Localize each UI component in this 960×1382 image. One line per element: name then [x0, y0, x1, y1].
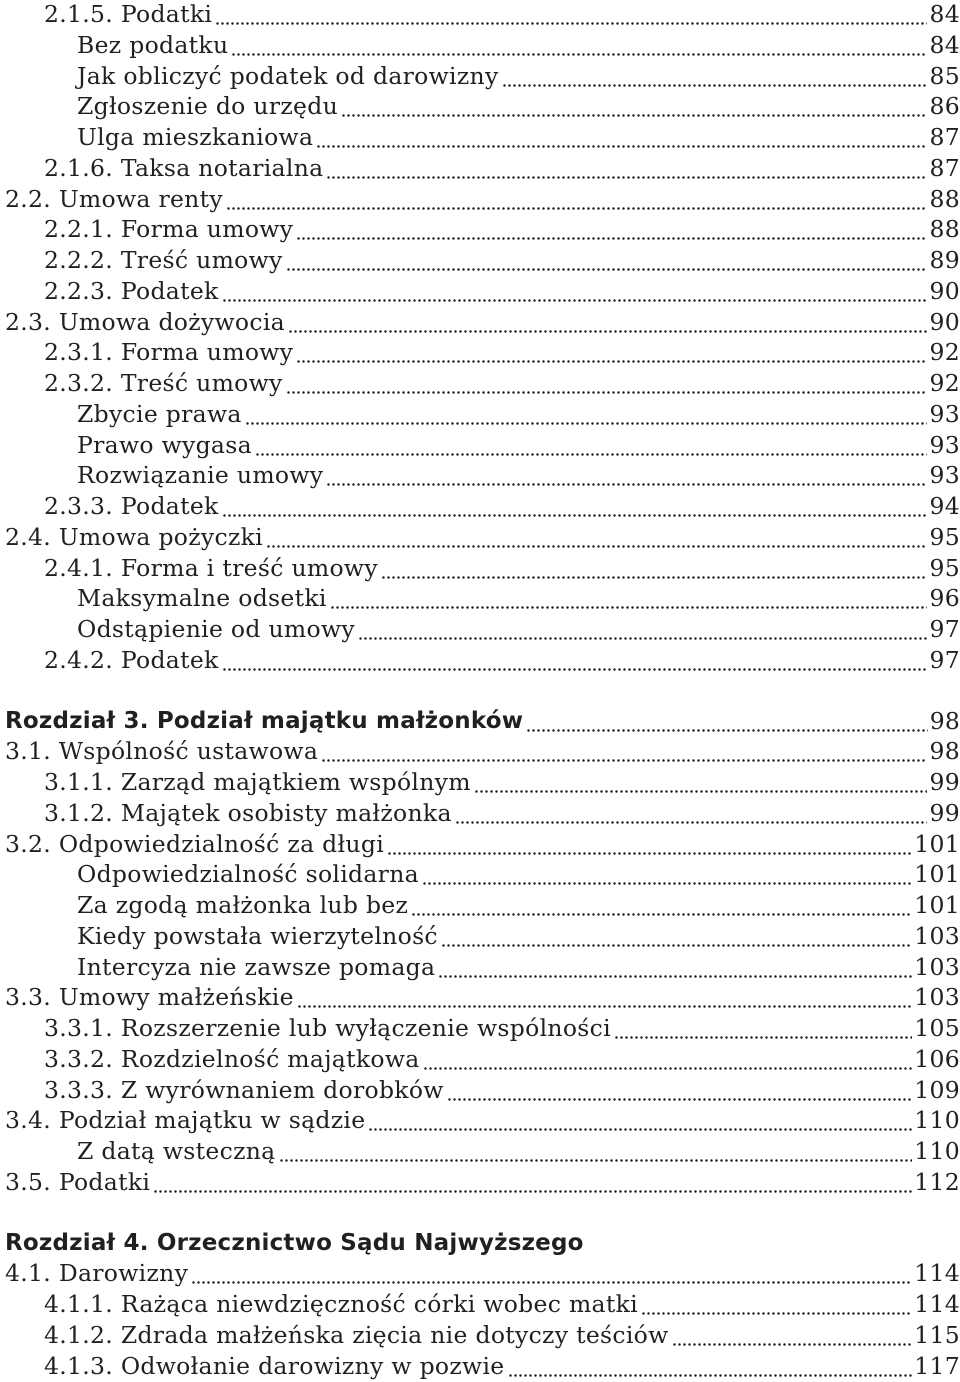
- toc-entry-page: 84: [929, 31, 960, 59]
- toc-entry: [0, 245, 960, 276]
- dot-leader: [411, 890, 912, 921]
- toc-entry-page: 95: [929, 554, 960, 582]
- toc-entry-page: 117: [914, 1352, 960, 1380]
- toc-entry-label: 3.3.2. Rozdzielność majątkowa: [44, 1045, 420, 1073]
- toc-entry-page: 92: [929, 369, 960, 397]
- dot-leader: [266, 522, 927, 553]
- toc-entry-page: 96: [929, 584, 960, 612]
- toc-entry-label: 2.2.2. Treść umowy: [44, 246, 283, 274]
- toc-entry-page: 106: [914, 1045, 960, 1073]
- toc-entry-page: 99: [929, 799, 960, 827]
- toc-entry-page: 90: [929, 308, 960, 336]
- toc-entry-label: Rozdział 3. Podział majątku małżonków: [5, 708, 524, 734]
- chapter-heading: [0, 1228, 960, 1259]
- toc-entry-page: 98: [929, 737, 960, 765]
- toc-entry-page: 103: [914, 983, 960, 1011]
- dot-leader: [447, 1075, 913, 1106]
- toc-entry-page: 93: [929, 431, 960, 459]
- dot-leader: [255, 430, 928, 461]
- dot-leader: [191, 1258, 912, 1289]
- toc-entry: [0, 430, 960, 461]
- toc-entry: [0, 91, 960, 122]
- toc-entry-label: Bez podatku: [77, 31, 229, 59]
- toc-entry: [0, 890, 960, 921]
- dot-leader: [231, 30, 927, 61]
- toc-entry-page: 90: [929, 277, 960, 305]
- toc-entry-label: 3.1.2. Majątek osobisty małżonka: [44, 799, 452, 827]
- toc-entry-label: 3.2. Odpowiedzialność za długi: [5, 830, 385, 858]
- dot-leader: [286, 245, 928, 276]
- dot-leader: [422, 859, 912, 890]
- dot-leader: [222, 645, 928, 676]
- dot-leader: [226, 184, 928, 215]
- dot-leader: [358, 614, 928, 645]
- dot-leader: [321, 736, 927, 767]
- dot-leader: [423, 1044, 913, 1075]
- toc-entry-label: 2.1.6. Taksa notarialna: [44, 154, 324, 182]
- toc-entry-page: 114: [914, 1290, 960, 1318]
- toc-entry-label: Zbycie prawa: [77, 400, 242, 428]
- toc-entry: [0, 921, 960, 952]
- dot-leader: [368, 1105, 912, 1136]
- dot-leader: [614, 1013, 912, 1044]
- toc-entry-label: 2.2. Umowa renty: [5, 185, 223, 213]
- dot-leader: [222, 276, 928, 307]
- toc-entry: [0, 184, 960, 215]
- dot-leader: [296, 214, 927, 245]
- toc-entry-page: 105: [914, 1014, 960, 1042]
- dot-leader: [387, 829, 912, 860]
- dot-leader: [441, 921, 912, 952]
- toc-entry-page: 99: [929, 768, 960, 796]
- toc-entry-label: Odstąpienie od umowy: [77, 615, 355, 643]
- toc-entry-page: 95: [929, 523, 960, 551]
- toc-entry: [0, 829, 960, 860]
- toc-entry-page: 89: [929, 246, 960, 274]
- toc-entry-label: 2.3.1. Forma umowy: [44, 338, 294, 366]
- toc-entry-label: 2.4.1. Forma i treść umowy: [44, 554, 378, 582]
- toc-entry-page: 93: [929, 461, 960, 489]
- dot-leader: [341, 91, 927, 122]
- toc-entry: [0, 276, 960, 307]
- toc-entry-page: 101: [914, 860, 960, 888]
- dot-leader: [222, 491, 928, 522]
- toc-entry-page: 87: [929, 154, 960, 182]
- toc-entry: [0, 30, 960, 61]
- toc-entry: [0, 337, 960, 368]
- dot-leader: [288, 307, 928, 338]
- toc-entry-label: Zgłoszenie do urzędu: [77, 92, 339, 120]
- toc-entry: [0, 859, 960, 890]
- dot-leader: [455, 798, 928, 829]
- toc-entry: [0, 952, 960, 983]
- toc-entry: [0, 982, 960, 1013]
- toc-entry: [0, 61, 960, 92]
- dot-leader: [474, 767, 928, 798]
- toc-entry: [0, 1258, 960, 1289]
- toc-entry: [0, 1289, 960, 1320]
- toc-entry-page: 103: [914, 922, 960, 950]
- dot-leader: [330, 583, 928, 614]
- toc-entry: [0, 1044, 960, 1075]
- toc-entry-label: Intercyza nie zawsze pomaga: [77, 953, 436, 981]
- toc-entry: [0, 491, 960, 522]
- toc-entry-page: 88: [929, 185, 960, 213]
- dot-leader: [672, 1320, 913, 1351]
- toc-entry-label: 4.1.2. Zdrada małżeńska zięcia nie dotyczy teściów: [44, 1321, 669, 1349]
- toc-entry-label: 3.3.3. Z wyrównaniem dorobków: [44, 1076, 444, 1104]
- toc-entry-page: 97: [929, 646, 960, 674]
- toc-entry-label: 2.2.3. Podatek: [44, 277, 219, 305]
- toc-entry-label: 2.4. Umowa pożyczki: [5, 523, 263, 551]
- toc-entry-label: Rozwiązanie umowy: [77, 461, 324, 489]
- toc-entry-label: 3.3.1. Rozszerzenie lub wyłączenie wspólności: [44, 1014, 611, 1042]
- toc-entry-label: 3.5. Podatki: [5, 1168, 151, 1196]
- toc-entry-label: 2.4.2. Podatek: [44, 646, 219, 674]
- toc-entry-page: 84: [929, 0, 960, 28]
- toc-entry-label: Ulga mieszkaniowa: [77, 123, 314, 151]
- toc-entry: [0, 368, 960, 399]
- toc-entry: [0, 1136, 960, 1167]
- chapter-heading: [0, 706, 960, 737]
- toc-entry: [0, 460, 960, 491]
- toc-entry-label: Rozdział 4. Orzecznictwo Sądu Najwyższego: [5, 1230, 584, 1256]
- toc-entry-page: 101: [914, 891, 960, 919]
- toc-entry: [0, 614, 960, 645]
- toc-entry: [0, 583, 960, 614]
- toc-entry-label: 2.2.1. Forma umowy: [44, 215, 294, 243]
- toc-entry: [0, 153, 960, 184]
- toc-entry-label: Prawo wygasa: [77, 431, 252, 459]
- toc-entry: [0, 736, 960, 767]
- toc-entry-page: 109: [914, 1076, 960, 1104]
- dot-leader: [215, 0, 927, 30]
- dot-leader: [286, 368, 928, 399]
- toc-entry-page: 93: [929, 400, 960, 428]
- dot-leader: [297, 982, 912, 1013]
- dot-leader: [316, 122, 927, 153]
- toc-entry-label: 3.3. Umowy małżeńskie: [5, 983, 294, 1011]
- dot-leader: [279, 1136, 913, 1167]
- toc-entry-page: 114: [914, 1259, 960, 1287]
- dot-leader: [526, 706, 928, 737]
- toc-entry-page: 103: [914, 953, 960, 981]
- dot-leader: [326, 153, 927, 184]
- toc-entry-label: Jak obliczyć podatek od darowizny: [77, 62, 499, 90]
- toc-entry: [0, 767, 960, 798]
- toc-entry: [0, 798, 960, 829]
- dot-leader: [641, 1289, 912, 1320]
- toc-entry-label: 4.1. Darowizny: [5, 1259, 189, 1287]
- toc-entry-label: Z datą wsteczną: [77, 1137, 276, 1165]
- toc-entry-label: 2.1.5. Podatki: [44, 0, 213, 28]
- toc-entry-page: 94: [929, 492, 960, 520]
- toc-entry-page: 87: [929, 123, 960, 151]
- toc-entry: [0, 0, 960, 30]
- toc-entry-page: 98: [929, 707, 960, 735]
- toc-entry-label: Odpowiedzialność solidarna: [77, 860, 419, 888]
- toc-entry-label: 3.4. Podział majątku w sądzie: [5, 1106, 366, 1134]
- dot-leader: [153, 1167, 912, 1198]
- toc-entry-page: 97: [929, 615, 960, 643]
- dot-leader: [245, 399, 928, 430]
- toc-entry-label: 3.1. Wspólność ustawowa: [5, 737, 319, 765]
- toc-entry-page: 110: [914, 1106, 960, 1134]
- toc-entry: [0, 214, 960, 245]
- dot-leader: [502, 61, 928, 92]
- toc-entry-label: 4.1.1. Rażąca niewdzięczność córki wobec matki: [44, 1290, 638, 1318]
- toc-entry: [0, 553, 960, 584]
- toc-entry-label: 2.3.2. Treść umowy: [44, 369, 283, 397]
- toc-entry-label: 4.1.3. Odwołanie darowizny w pozwie: [44, 1352, 505, 1380]
- toc-entry: [0, 1167, 960, 1198]
- toc-entry: [0, 522, 960, 553]
- dot-leader: [296, 337, 927, 368]
- toc-entry-label: 3.1.1. Zarząd majątkiem wspólnym: [44, 768, 471, 796]
- toc-entry: [0, 1351, 960, 1382]
- dot-leader: [381, 553, 928, 584]
- toc-entry: [0, 1013, 960, 1044]
- toc-entry: [0, 1105, 960, 1136]
- toc-entry: [0, 307, 960, 338]
- toc-entry-page: 101: [914, 830, 960, 858]
- dot-leader: [508, 1351, 913, 1382]
- toc-entry: [0, 1320, 960, 1351]
- toc-entry-label: Kiedy powstała wierzytelność: [77, 922, 438, 950]
- toc-entry-label: Maksymalne odsetki: [77, 584, 327, 612]
- toc-entry-label: 2.3.3. Podatek: [44, 492, 219, 520]
- toc-entry-page: 85: [929, 62, 960, 90]
- toc-entry-page: 110: [914, 1137, 960, 1165]
- toc-entry-page: 86: [929, 92, 960, 120]
- toc-entry-page: 88: [929, 215, 960, 243]
- toc-entry: [0, 399, 960, 430]
- toc-entry-label: Za zgodą małżonka lub bez: [77, 891, 409, 919]
- toc-entry-label: 2.3. Umowa dożywocia: [5, 308, 285, 336]
- toc-entry: [0, 1075, 960, 1106]
- toc-entry-page: 92: [929, 338, 960, 366]
- dot-leader: [438, 952, 912, 983]
- toc-entry: [0, 645, 960, 676]
- dot-leader: [326, 460, 927, 491]
- toc-entry-page: 112: [914, 1168, 960, 1196]
- toc-entry: [0, 122, 960, 153]
- toc-entry-page: 115: [914, 1321, 960, 1349]
